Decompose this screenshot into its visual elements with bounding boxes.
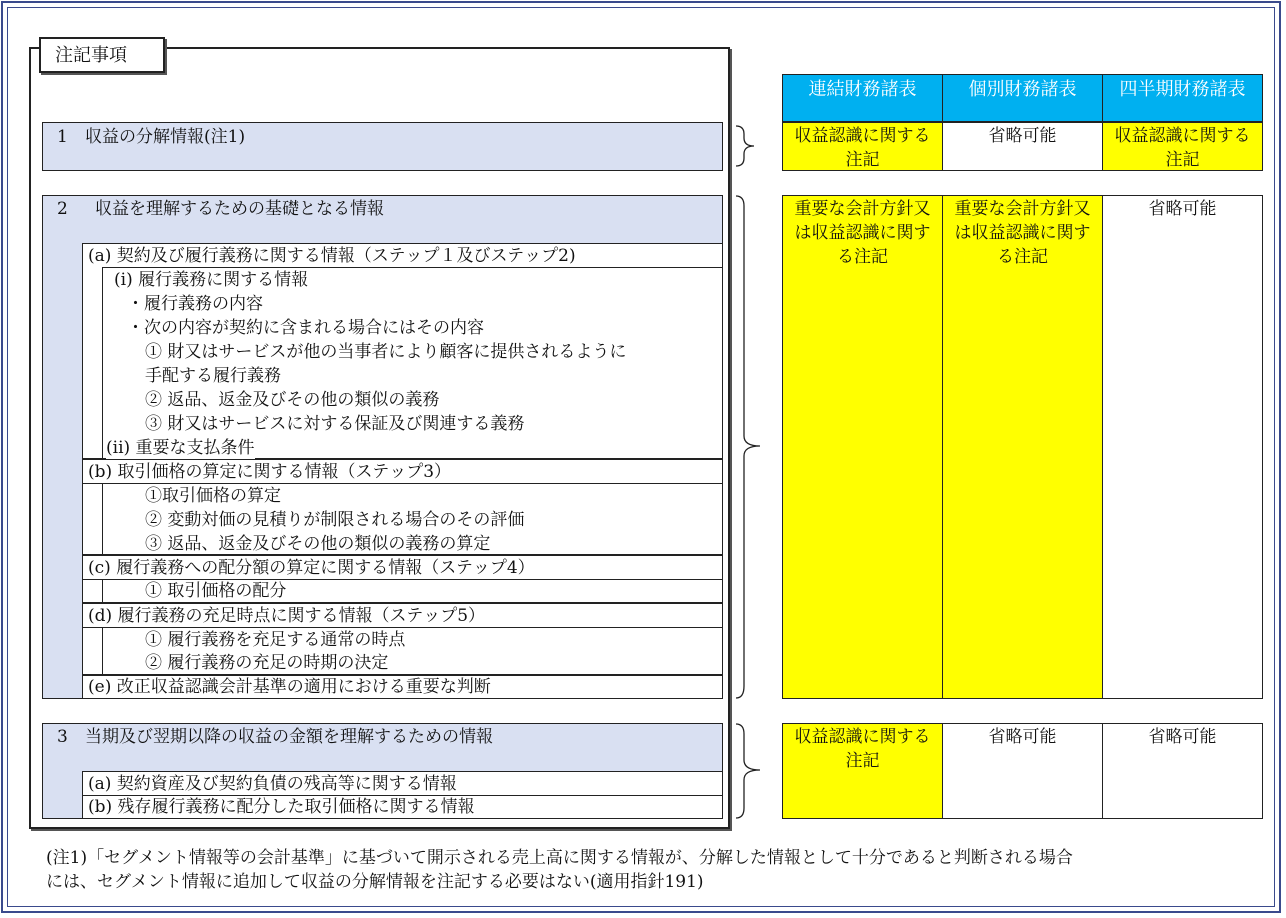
row1-quarterly-text: 収益認識に関する注記 — [1114, 126, 1251, 170]
row2-consolidated — [782, 195, 943, 699]
brace-section3 — [736, 724, 760, 818]
section1-number: 1 — [57, 127, 68, 147]
section2a-item1b: 手配する履行義務 — [145, 366, 281, 386]
section2a-title: (a) 契約及び履行義務に関する情報（ステップ１及びステップ2) — [88, 246, 576, 266]
section2b-title: (b) 取引価格の算定に関する情報（ステップ3） — [88, 462, 452, 482]
row1-consolidated — [782, 122, 943, 171]
section2a-bullet2: ・次の内容が契約に含まれる場合にはその内容 — [127, 318, 484, 338]
brace-section1 — [736, 126, 754, 166]
brace-svg — [730, 120, 780, 820]
section2c-title: (c) 履行義務への配分額の算定に関する情報（ステップ4） — [88, 558, 535, 578]
notes-tab-title: 注記事項 — [55, 45, 127, 66]
section3-title: 当期及び翌期以降の収益の金額を理解するための情報 — [85, 727, 493, 747]
section1-title: 収益の分解情報(注1) — [85, 127, 246, 147]
section2d-header — [82, 603, 723, 628]
row3-separate-text: 省略可能 — [988, 727, 1057, 747]
section2e-title: (e) 改正収益認識会計基準の適用における重要な判断 — [88, 677, 491, 697]
section3a-row — [82, 771, 723, 796]
row3-consolidated — [782, 723, 943, 819]
row2-separate-text: 重要な会計方針又は収益認識に関する注記 — [954, 199, 1091, 267]
section2a-item3: ③ 財又はサービスに対する保証及び関連する義務 — [145, 414, 525, 434]
section2b-header — [82, 459, 723, 484]
row2-separate — [942, 195, 1103, 699]
row1-quarterly — [1102, 122, 1263, 171]
section2a-item2: ② 返品、返金及びその他の類似の義務 — [145, 390, 440, 410]
header-separate: 個別財務諸表 — [942, 74, 1103, 122]
section3b-title: (b) 残存履行義務に配分した取引価格に関する情報 — [88, 797, 475, 817]
header-quarterly: 四半期財務諸表 — [1102, 74, 1263, 122]
footnote-line2: には、セグメント情報に追加して収益の分解情報を注記する必要はない(適用指針191) — [46, 872, 704, 892]
header-consolidated: 連結財務諸表 — [782, 74, 943, 122]
row3-separate — [942, 723, 1103, 819]
section2b-item1: ①取引価格の算定 — [145, 486, 281, 506]
section2a-ii: (ii) 重要な支払条件 — [106, 438, 255, 458]
section2e-row — [82, 675, 723, 699]
section2a-header — [82, 243, 723, 268]
section2d-title: (d) 履行義務の充足時点に関する情報（ステップ5） — [88, 606, 486, 626]
row3-quarterly — [1102, 723, 1263, 819]
section3a-title: (a) 契約資産及び契約負債の残高等に関する情報 — [88, 774, 457, 794]
row3-consolidated-text: 収益認識に関する注記 — [794, 727, 931, 771]
section2b-item3: ③ 返品、返金及びその他の類似の義務の算定 — [145, 534, 491, 554]
section2d-item2: ② 履行義務の充足の時期の決定 — [145, 653, 389, 673]
section3b-row — [82, 795, 723, 819]
row1-separate — [942, 122, 1103, 171]
section1-band — [42, 122, 723, 171]
row1-separate-text: 省略可能 — [988, 126, 1057, 146]
row3-quarterly-text: 省略可能 — [1148, 727, 1217, 747]
notes-tab — [39, 37, 165, 73]
section2a-bullet1: ・履行義務の内容 — [127, 294, 263, 314]
footnote-line1: (注1)「セグメント情報等の会計基準」に基づいて開示される売上高に関する情報が、分解した情報として十分であると判断される場合 — [46, 848, 1073, 868]
section3-number: 3 — [57, 727, 68, 747]
row2-quarterly — [1102, 195, 1263, 699]
section2a-item1a: ① 財又はサービスが他の当事者により顧客に提供されるように — [145, 342, 627, 362]
section2-title: 収益を理解するための基礎となる情報 — [95, 199, 384, 219]
section2-number: 2 — [57, 199, 68, 219]
section2c-item1: ① 取引価格の配分 — [145, 581, 287, 601]
row1-consolidated-text: 収益認識に関する注記 — [794, 126, 931, 170]
row2-quarterly-text: 省略可能 — [1148, 199, 1217, 219]
section2b-item2: ② 変動対価の見積りが制限される場合のその評価 — [145, 510, 525, 530]
row2-consolidated-text: 重要な会計方針又は収益認識に関する注記 — [794, 199, 931, 267]
footnote — [46, 846, 1266, 894]
section2a-i: (i) 履行義務に関する情報 — [114, 270, 309, 290]
section2d-item1: ① 履行義務を充足する通常の時点 — [145, 630, 406, 650]
brace-section2 — [736, 196, 760, 698]
section2c-header — [82, 555, 723, 580]
